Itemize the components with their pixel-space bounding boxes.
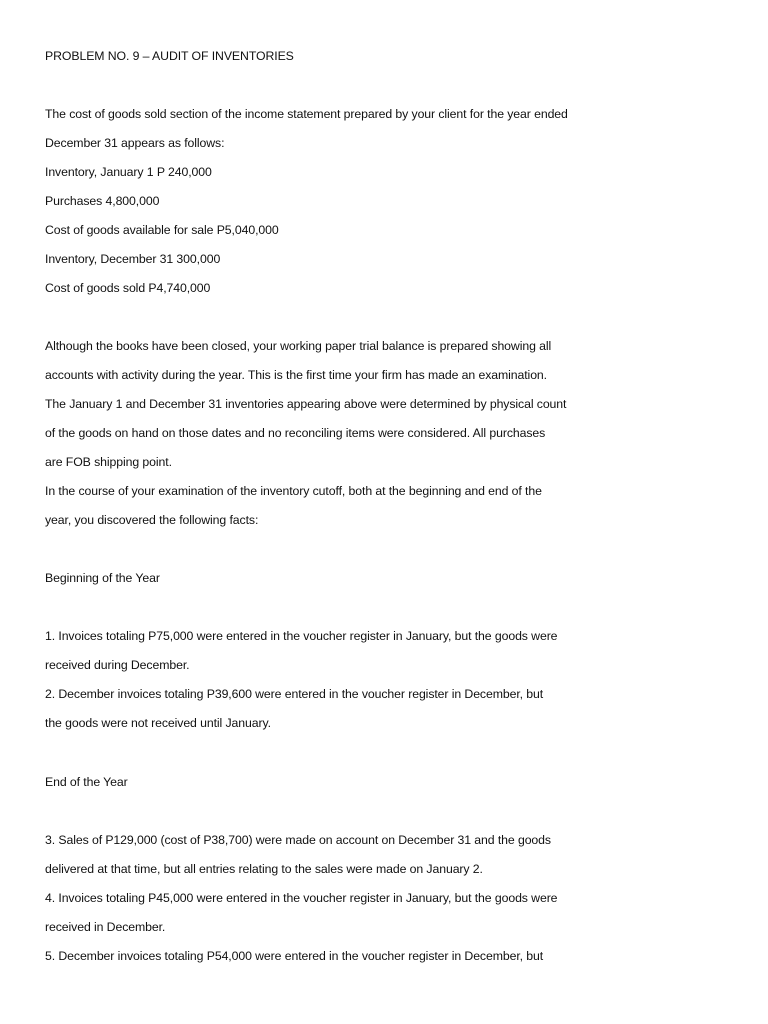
goods-available-line: Cost of goods available for sale P5,040,000 — [45, 223, 279, 237]
list-item: 5. December invoices totaling P54,000 were entered in the voucher register in December, but — [45, 949, 544, 963]
background-line: accounts with activity during the year. This is the first time your firm has made an examination. — [45, 368, 547, 382]
end-heading: End of the Year — [45, 775, 128, 789]
cogs-line: Cost of goods sold P4,740,000 — [45, 281, 211, 295]
list-item: 1. Invoices totaling P75,000 were entered in the voucher register in January, but the goods were — [45, 629, 558, 643]
list-item: received in December. — [45, 920, 166, 934]
inventory-jan-line: Inventory, January 1 P 240,000 — [45, 165, 212, 179]
background-line: Although the books have been closed, your working paper trial balance is prepared showing all — [45, 339, 552, 353]
list-item: the goods were not received until January. — [45, 716, 271, 730]
intro-line: The cost of goods sold section of the income statement prepared by your client for the year ended — [45, 107, 568, 121]
page-title: PROBLEM NO. 9 – AUDIT OF INVENTORIES — [45, 49, 294, 63]
beginning-heading: Beginning of the Year — [45, 571, 160, 585]
purchases-line: Purchases 4,800,000 — [45, 194, 160, 208]
background-line: are FOB shipping point. — [45, 455, 172, 469]
background-line: In the course of your examination of the inventory cutoff, both at the beginning and end of the — [45, 484, 542, 498]
background-line: of the goods on hand on those dates and no reconciling items were considered. All purchases — [45, 426, 546, 440]
list-item: 2. December invoices totaling P39,600 were entered in the voucher register in December, but — [45, 687, 544, 701]
inventory-dec-line: Inventory, December 31 300,000 — [45, 252, 221, 266]
document-page — [45, 0, 745, 1024]
intro-line: December 31 appears as follows: — [45, 136, 225, 150]
list-item: 3. Sales of P129,000 (cost of P38,700) were made on account on December 31 and the goods — [45, 833, 551, 847]
list-item: received during December. — [45, 658, 190, 672]
list-item: delivered at that time, but all entries relating to the sales were made on January 2. — [45, 862, 483, 876]
background-line: The January 1 and December 31 inventories appearing above were determined by physical count — [45, 397, 567, 411]
background-line: year, you discovered the following facts: — [45, 513, 259, 527]
list-item: 4. Invoices totaling P45,000 were entered in the voucher register in January, but the goods were — [45, 891, 558, 905]
